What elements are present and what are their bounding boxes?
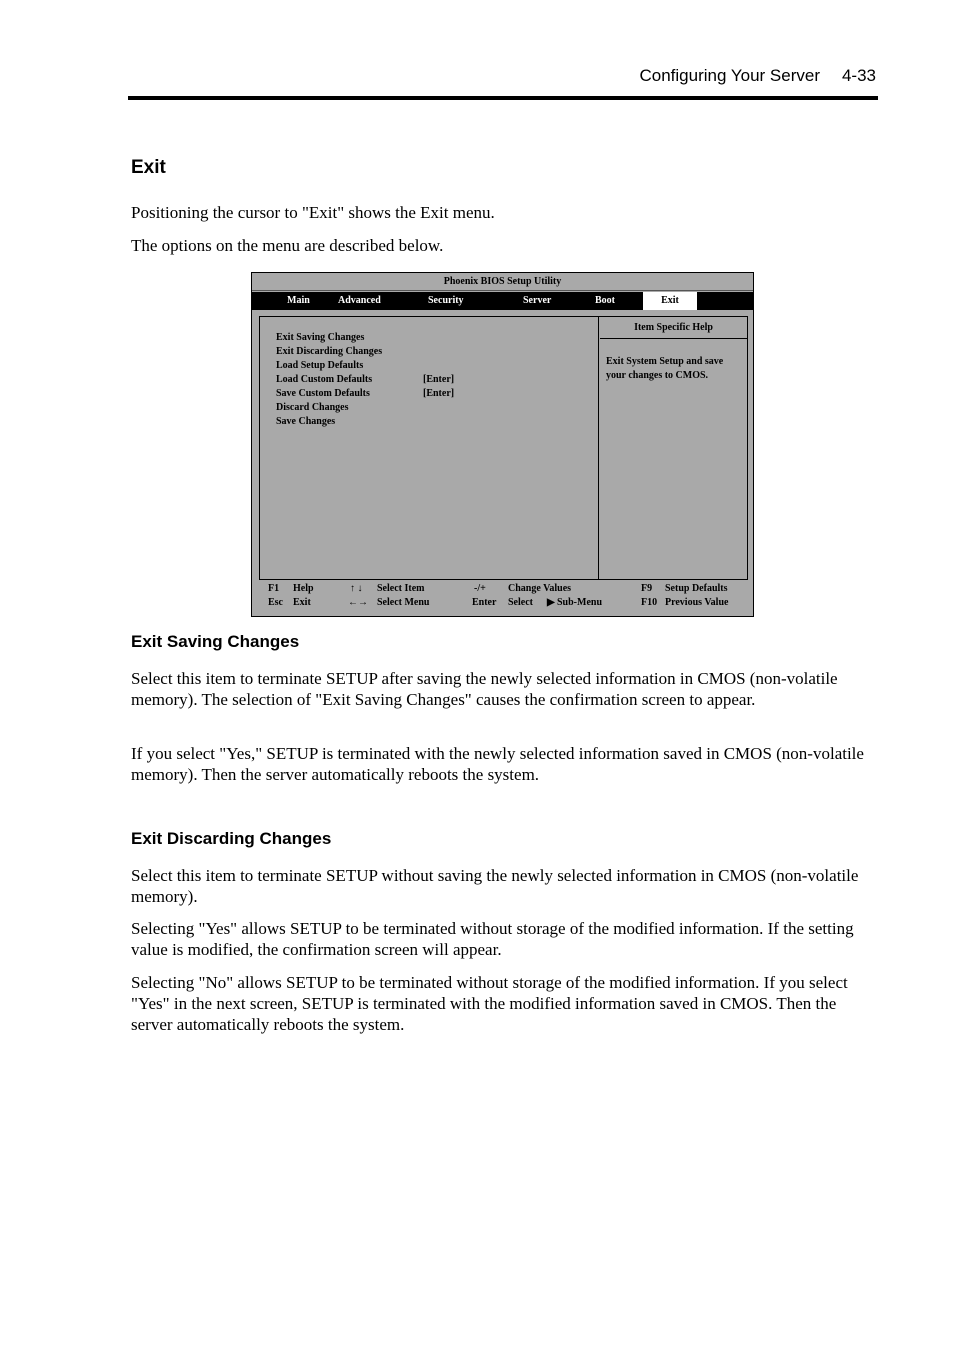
- subheading-exit-discarding-changes: Exit Discarding Changes: [131, 829, 332, 848]
- footer-label-sub-menu: Sub-Menu: [557, 597, 603, 608]
- intro-paragraph-2: The options on the menu are described below.: [131, 236, 444, 255]
- footer-key-enter: Enter: [472, 597, 497, 608]
- exit-discarding-paragraph-3: Selecting "No" allows SETUP to be terminated without storage of the modified information. If you select "Yes" in the next screen, SETUP is terminated with the modified information saved in CMOS. Then the server automatically reboots the system.: [131, 973, 848, 1034]
- bios-menu-boot[interactable]: Boot: [595, 295, 615, 306]
- bios-item-value: [Enter]: [423, 388, 455, 399]
- exit-discarding-paragraph-2: Selecting "Yes" allows SETUP to be terminated without storage of the modified information. If the setting value is modified, the confirmation screen will appear.: [131, 919, 854, 959]
- bios-item-save-changes[interactable]: Save Changes: [276, 416, 336, 427]
- bios-screenshot: [251, 272, 754, 617]
- bios-title: Phoenix BIOS Setup Utility: [252, 273, 753, 291]
- bios-item-save-custom-defaults[interactable]: Save Custom Defaults: [276, 388, 370, 399]
- footer-label-setup-defaults: Setup Defaults: [665, 583, 728, 594]
- running-header-title: Configuring Your Server: [639, 66, 820, 85]
- bios-item-load-custom-defaults[interactable]: Load Custom Defaults: [276, 374, 373, 385]
- footer-label-select-item: Select Item: [377, 583, 425, 594]
- intro-paragraph-1: Positioning the cursor to "Exit" shows the Exit menu.: [131, 203, 495, 222]
- submenu-triangle-icon: ▶: [547, 597, 555, 608]
- left-right-arrow-icon: ←→: [348, 597, 368, 608]
- footer-key-esc: Esc: [268, 597, 283, 608]
- up-down-arrow-icon: ↑ ↓: [350, 583, 363, 594]
- bios-item-exit-saving[interactable]: Exit Saving Changes: [276, 332, 365, 343]
- bios-menu-security[interactable]: Security: [428, 295, 464, 306]
- bios-menu-advanced[interactable]: Advanced: [338, 295, 381, 306]
- page-number: 4-33: [841, 66, 876, 85]
- bios-item-exit-discarding[interactable]: Exit Discarding Changes: [276, 346, 383, 357]
- footer-key-f10: F10: [641, 597, 658, 608]
- bios-menu-main[interactable]: Main: [287, 295, 310, 306]
- subheading-exit-saving-changes: Exit Saving Changes: [131, 632, 300, 651]
- bios-item-value: [Enter]: [423, 374, 455, 385]
- bios-item-list: [260, 317, 599, 579]
- footer-label-select-menu: Select Menu: [377, 597, 430, 608]
- footer-label-exit: Exit: [293, 597, 311, 608]
- running-header: [128, 64, 878, 100]
- exit-saving-paragraph-1: Select this item to terminate SETUP after saving the newly selected information in CMOS (non-volatile memory). The selection of "Exit Saving Changes" causes the confirmation screen to appear.: [131, 669, 838, 709]
- bios-menubar: [252, 292, 753, 310]
- footer-key-f1: F1: [268, 583, 280, 594]
- footer-key-f9: F9: [641, 583, 653, 594]
- bios-menu-exit[interactable]: Exit: [643, 292, 697, 310]
- bios-help-panel: [600, 317, 747, 579]
- bios-help-text: Exit System Setup and save your changes to CMOS.: [606, 356, 724, 381]
- footer-label-change-values: Change Values: [508, 583, 572, 594]
- bios-item-load-setup-defaults[interactable]: Load Setup Defaults: [276, 360, 364, 371]
- bios-menu-server[interactable]: Server: [523, 295, 552, 306]
- footer-key-plus-minus: -/+: [474, 583, 486, 594]
- section-heading-exit: Exit: [131, 157, 166, 178]
- footer-label-previous-value: Previous Value: [665, 597, 729, 608]
- bios-main-panel: [259, 316, 748, 580]
- footer-label-select: Select: [508, 597, 533, 608]
- bios-help-title: Item Specific Help: [600, 317, 747, 339]
- bios-item-discard-changes[interactable]: Discard Changes: [276, 402, 349, 413]
- footer-label-help: Help: [293, 583, 314, 594]
- exit-saving-paragraph-2: If you select "Yes," SETUP is terminated with the newly selected information saved in CMOS (non-volatile memory). Then the server automatically reboots the system.: [131, 744, 864, 784]
- exit-discarding-paragraph-1: Select this item to terminate SETUP without saving the newly selected information in CMOS (non-volatile memory).: [131, 866, 859, 906]
